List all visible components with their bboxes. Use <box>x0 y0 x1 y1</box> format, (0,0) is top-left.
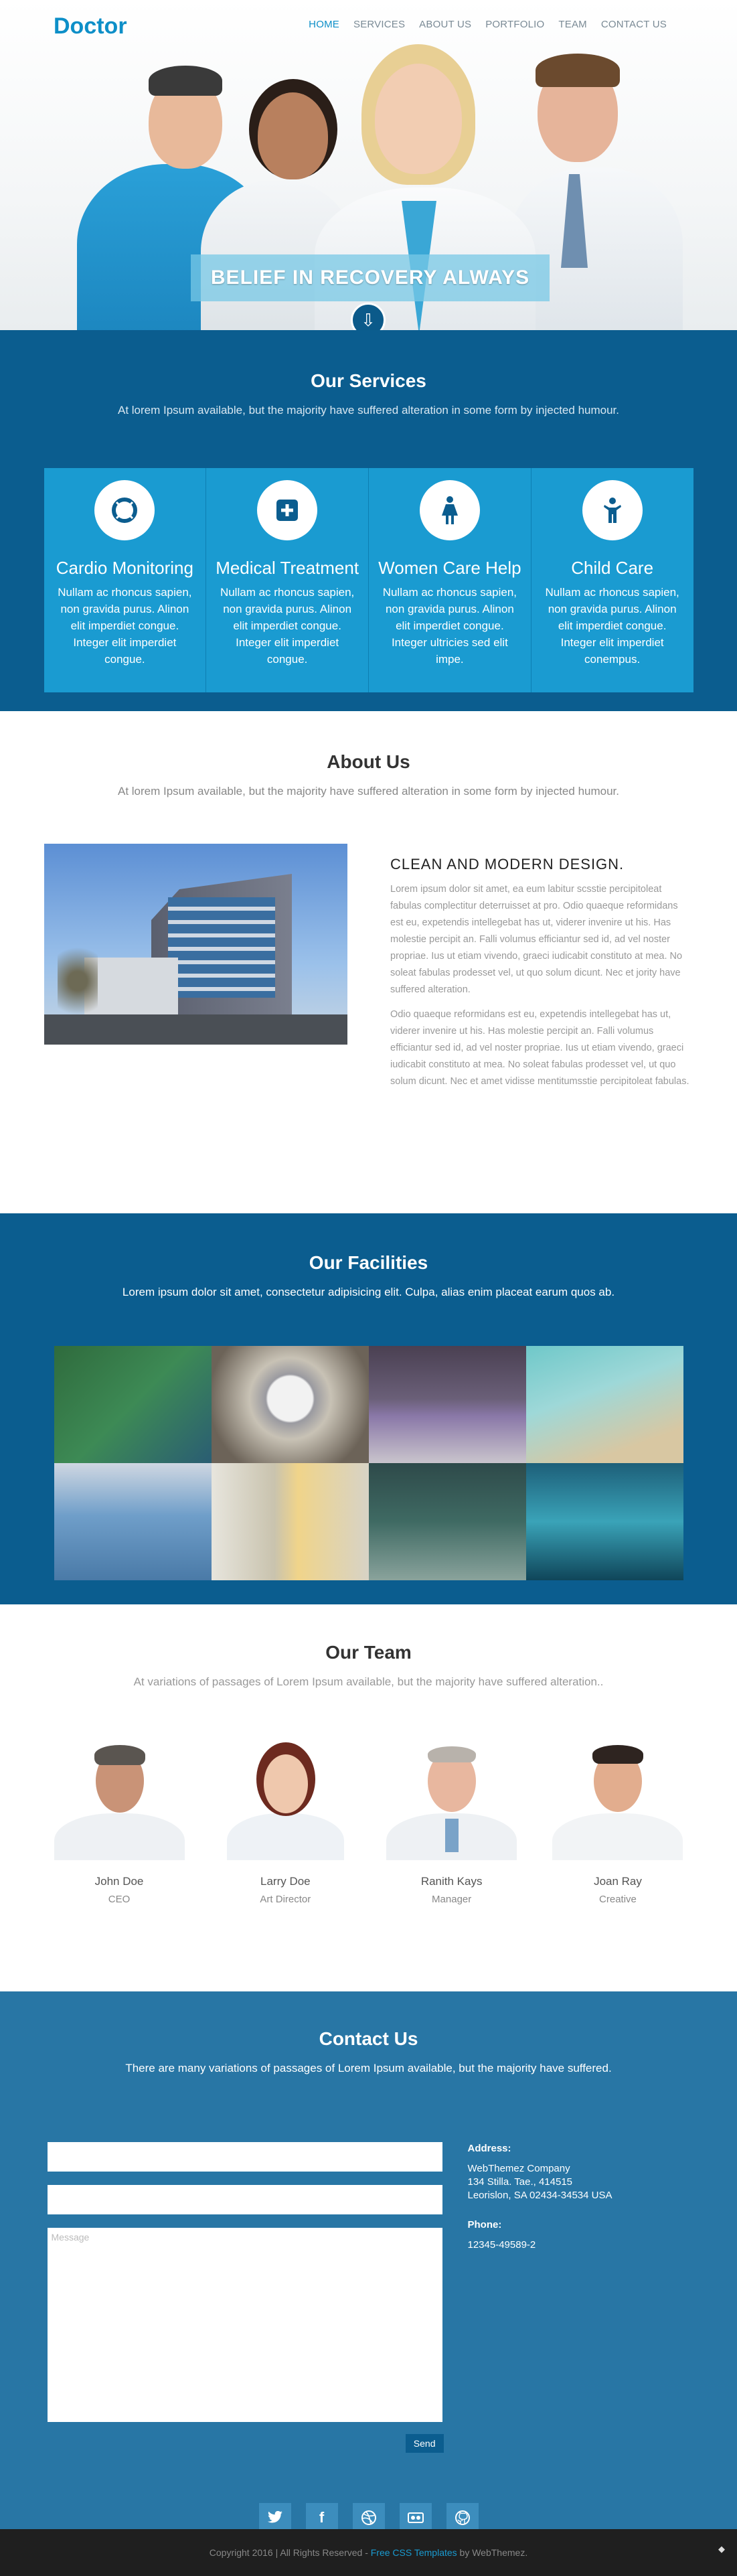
about-section <box>0 711 737 1213</box>
member-role: CEO <box>108 1894 131 1905</box>
about-subtitle: At lorem Ipsum available, but the majority have suffered alteration in some form by injected humour. <box>117 785 619 798</box>
nav-contact[interactable]: CONTACT US <box>600 19 667 30</box>
nav-portfolio[interactable]: PORTFOLIO <box>485 19 545 30</box>
about-paragraph-1: Lorem ipsum dolor sit amet, ea eum labitur scsstie percipitoleat fabulas complectitur deterruisset at pro. Odio quaeque reformidans est eu, expetendis intellegebat has ut, viderer invenire ut his. Has molestie percipit an. Falli volumus efficiantur sed id, ad vel noster propriae. Ius ut etiam vivendo, graeci iudicabit constituto at mea. No soleat fabulas prodesset vel, ut quo solum dicunt. Nec et jority have suffered alteration. <box>390 884 683 995</box>
social-links <box>0 2503 737 2532</box>
hospital-building-image <box>44 844 347 1045</box>
hero-section <box>0 0 737 330</box>
address-line: 134 Stilla. Tae., 414515 <box>467 2176 573 2188</box>
member-role: Creative <box>599 1894 637 1905</box>
member-name: Larry Doe <box>260 1875 311 1888</box>
arrow-down-icon: ⇩ <box>361 309 376 330</box>
service-card[interactable] <box>531 468 693 692</box>
gallery-item[interactable] <box>526 1463 683 1580</box>
message-field[interactable]: Message <box>48 2228 442 2422</box>
service-text: Nullam ac rhoncus sapien, non gravida purus. Alinon elit imperdiet congue. Integer elit imperdiet congue. <box>58 586 192 666</box>
service-text: Nullam ac rhoncus sapien, non gravida purus. Alinon elit imperdiet congue. Integer elit imperdiet conempus. <box>545 586 679 666</box>
service-title: Child Care <box>571 558 654 578</box>
gallery-item[interactable] <box>212 1463 369 1580</box>
service-text: Nullam ac rhoncus sapien, non gravida purus. Alinon elit imperdiet congue. Integer ultricies sed elit impe. <box>382 586 517 666</box>
facebook-icon[interactable]: f <box>306 2503 338 2532</box>
services-subtitle: At lorem Ipsum available, but the majority have suffered alteration in some form by injected humour. <box>117 404 619 416</box>
address-label: Address: <box>467 2143 511 2154</box>
address-line: WebThemez Company <box>467 2163 570 2174</box>
lifebuoy-icon <box>94 480 155 540</box>
email-field[interactable] <box>48 2185 442 2214</box>
team-member[interactable] <box>546 1740 689 1905</box>
member-role: Manager <box>432 1894 472 1905</box>
service-title: Cardio Monitoring <box>56 558 193 578</box>
site-logo[interactable]: Doctor <box>54 13 127 39</box>
services-section <box>0 330 737 711</box>
member-photo <box>48 1740 191 1860</box>
hero-tagline: BELIEF IN RECOVERY ALWAYS <box>191 254 550 301</box>
watermark-logo: ◆ <box>718 2544 725 2554</box>
phone-label: Phone: <box>467 2219 502 2230</box>
name-field[interactable] <box>48 2142 442 2172</box>
gallery-item[interactable] <box>54 1463 212 1580</box>
service-card[interactable] <box>369 468 531 692</box>
member-photo <box>214 1740 357 1860</box>
send-button[interactable]: Send <box>406 2434 444 2453</box>
about-heading: CLEAN AND MODERN DESIGN. <box>390 856 625 873</box>
service-title: Medical Treatment <box>216 558 359 578</box>
woman-icon <box>420 480 480 540</box>
byline-text: by WebThemez. <box>459 2547 528 2558</box>
gallery-item[interactable] <box>526 1346 683 1463</box>
templates-link[interactable]: Free CSS Templates <box>370 2547 457 2558</box>
facilities-title: Our Facilities <box>309 1252 428 1273</box>
gallery-item[interactable] <box>212 1346 369 1463</box>
gallery-item[interactable] <box>369 1346 526 1463</box>
service-card[interactable] <box>44 468 207 692</box>
contact-section <box>0 1991 737 2529</box>
phone-number: 12345-49589-2 <box>467 2239 536 2251</box>
contact-subtitle: There are many variations of passages of Lorem Ipsum available, but the majority have suffered. <box>125 2062 612 2074</box>
team-member[interactable] <box>214 1740 357 1905</box>
member-name: John Doe <box>94 1875 144 1888</box>
twitter-icon[interactable] <box>259 2503 291 2532</box>
about-title: About Us <box>327 751 410 772</box>
member-photo <box>380 1740 523 1860</box>
team-list <box>48 1740 690 1905</box>
nav-about[interactable]: ABOUT US <box>419 19 472 30</box>
member-role: Art Director <box>260 1894 311 1905</box>
medical-plus-icon <box>257 480 317 540</box>
team-member[interactable] <box>380 1740 523 1905</box>
contact-form <box>48 2142 442 2453</box>
footer <box>0 2529 737 2576</box>
github-icon[interactable] <box>446 2503 479 2532</box>
team-member[interactable] <box>48 1740 191 1905</box>
facilities-gallery <box>54 1346 683 1580</box>
gallery-item[interactable] <box>369 1463 526 1580</box>
about-paragraph-2: Odio quaeque reformidans est eu, expetendis intellegebat has ut, viderer invenire ut his. Has molestie percipit an. Falli volumus efficiantur sed id, ad vel noster propriae. Ius ut etiam vivendo, graeci iudicabit constituto at mea. No soleat fabulas prodesset vel, ut quo solum dicunt. Nec et amet vidisse mentitumsstie percipitoleat fabulas. <box>390 1009 689 1087</box>
flickr-icon[interactable] <box>400 2503 432 2532</box>
contact-info <box>468 2142 612 2453</box>
service-title: Women Care Help <box>378 558 521 578</box>
services-title: Our Services <box>311 370 426 391</box>
main-nav <box>309 19 667 30</box>
facilities-section <box>0 1213 737 1604</box>
dribbble-icon[interactable] <box>353 2503 385 2532</box>
member-name: Joan Ray <box>594 1875 642 1888</box>
copyright-text: Copyright 2016 | All Rights Reserved - <box>209 2547 368 2558</box>
team-subtitle: At variations of passages of Lorem Ipsum available, but the majority have suffered alteration.. <box>133 1675 604 1688</box>
nav-home[interactable]: HOME <box>309 19 339 30</box>
service-card[interactable] <box>206 468 369 692</box>
team-title: Our Team <box>325 1642 412 1663</box>
member-photo <box>546 1740 689 1860</box>
team-section <box>0 1604 737 1991</box>
nav-team[interactable]: TEAM <box>558 19 587 30</box>
contact-title: Contact Us <box>319 2028 418 2049</box>
services-list <box>44 468 693 692</box>
child-icon <box>582 480 643 540</box>
facilities-subtitle: Lorem ipsum dolor sit amet, consectetur adipisicing elit. Culpa, alias enim placeat earum quos ab. <box>122 1286 615 1298</box>
nav-services[interactable]: SERVICES <box>353 19 406 30</box>
service-text: Nullam ac rhoncus sapien, non gravida purus. Alinon elit imperdiet congue. Integer elit imperdiet congue. <box>220 586 355 666</box>
member-name: Ranith Kays <box>420 1875 483 1888</box>
gallery-item[interactable] <box>54 1346 212 1463</box>
address-line: Leorislon, SA 02434-34534 USA <box>467 2190 612 2201</box>
